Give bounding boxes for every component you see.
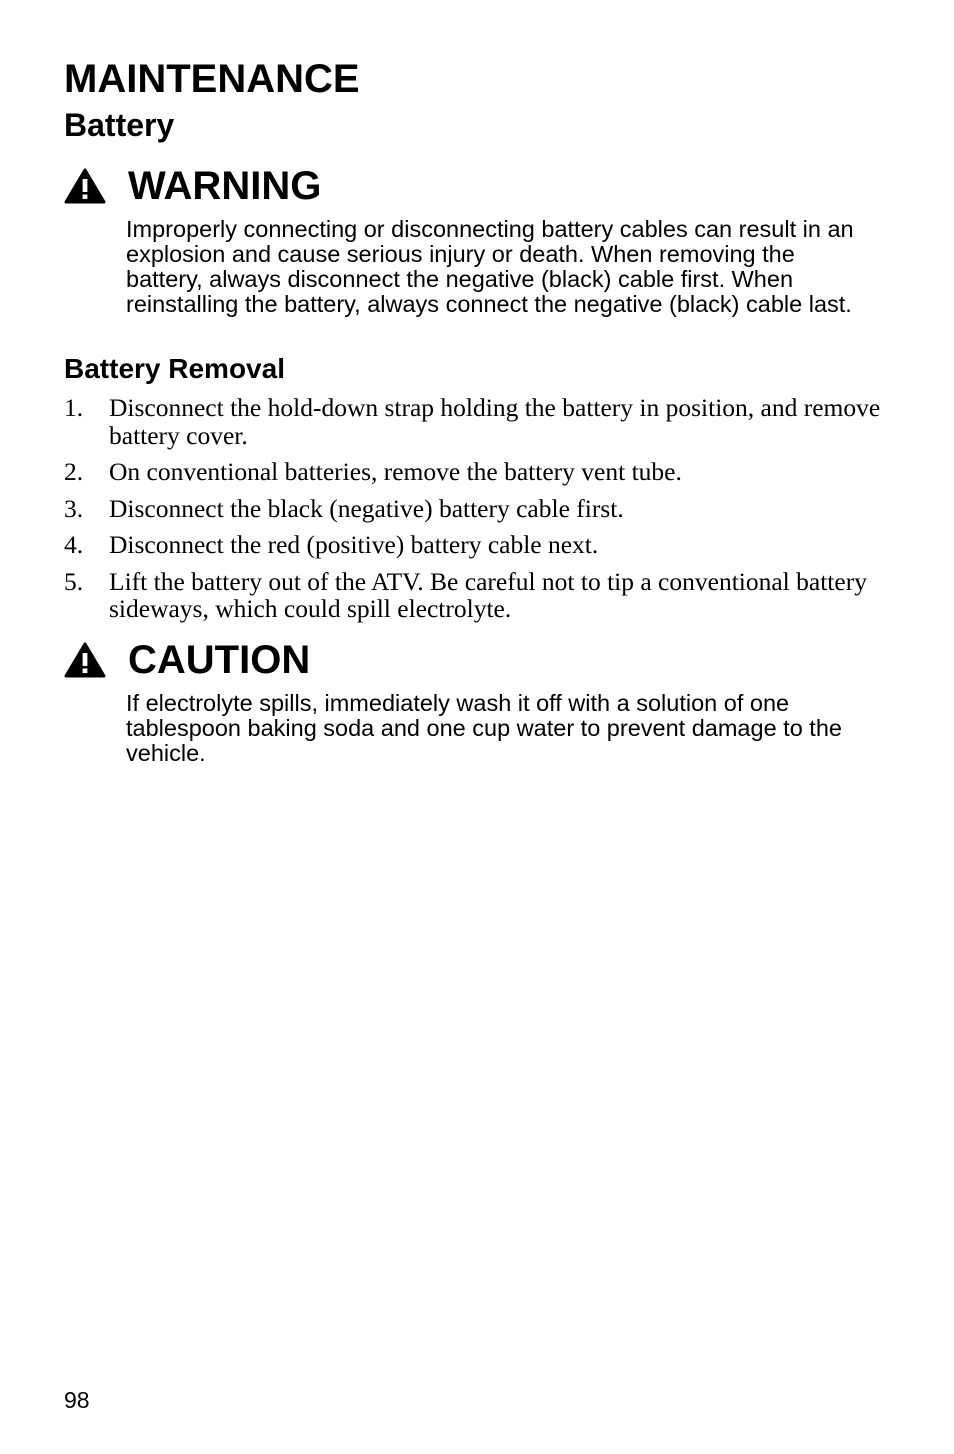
- list-item: [64, 568, 884, 623]
- step-number: 2.: [64, 457, 84, 486]
- warning-triangle-icon: [64, 642, 106, 678]
- step-number: 1.: [64, 393, 84, 422]
- warning-triangle-icon: [64, 168, 106, 204]
- warning-label: WARNING: [128, 164, 322, 208]
- step-text: Lift the battery out of the ATV. Be careful not to tip a conventional battery sideways, which could spill electrolyte.: [109, 566, 867, 623]
- warning-heading: [64, 163, 321, 209]
- page-number: 98: [64, 1387, 90, 1413]
- step-number: 4.: [64, 530, 84, 559]
- warning-text: Improperly connecting or disconnecting battery cables can result in an explosion and cause serious injury or death. When removing the battery, always disconnect the negative (black) cable first. When reinstalling the battery, always connect the negative (black) cable last.: [126, 216, 854, 317]
- caution-label: CAUTION: [128, 638, 311, 682]
- battery-removal-heading: Battery Removal: [64, 353, 285, 384]
- list-item: [64, 495, 884, 523]
- subsection-title: Battery: [64, 107, 175, 143]
- section-title: MAINTENANCE: [64, 57, 360, 101]
- list-item: [64, 531, 884, 559]
- step-number: 3.: [64, 493, 84, 523]
- list-item: [64, 458, 884, 486]
- removal-steps-list: [64, 394, 884, 632]
- step-text: Disconnect the hold-down strap holding the battery in position, and remove battery cover.: [109, 393, 881, 450]
- step-text: Disconnect the black (negative) battery cable first.: [109, 493, 624, 523]
- caution-text: If electrolyte spills, immediately wash it off with a solution of one tablespoon baking soda and one cup water to prevent damage to the vehicle.: [126, 690, 842, 766]
- step-number: 5.: [64, 566, 84, 596]
- list-item: [64, 394, 884, 449]
- step-text: Disconnect the red (positive) battery cable next.: [109, 530, 599, 559]
- step-text: On conventional batteries, remove the battery vent tube.: [109, 457, 682, 486]
- caution-heading: [64, 637, 310, 683]
